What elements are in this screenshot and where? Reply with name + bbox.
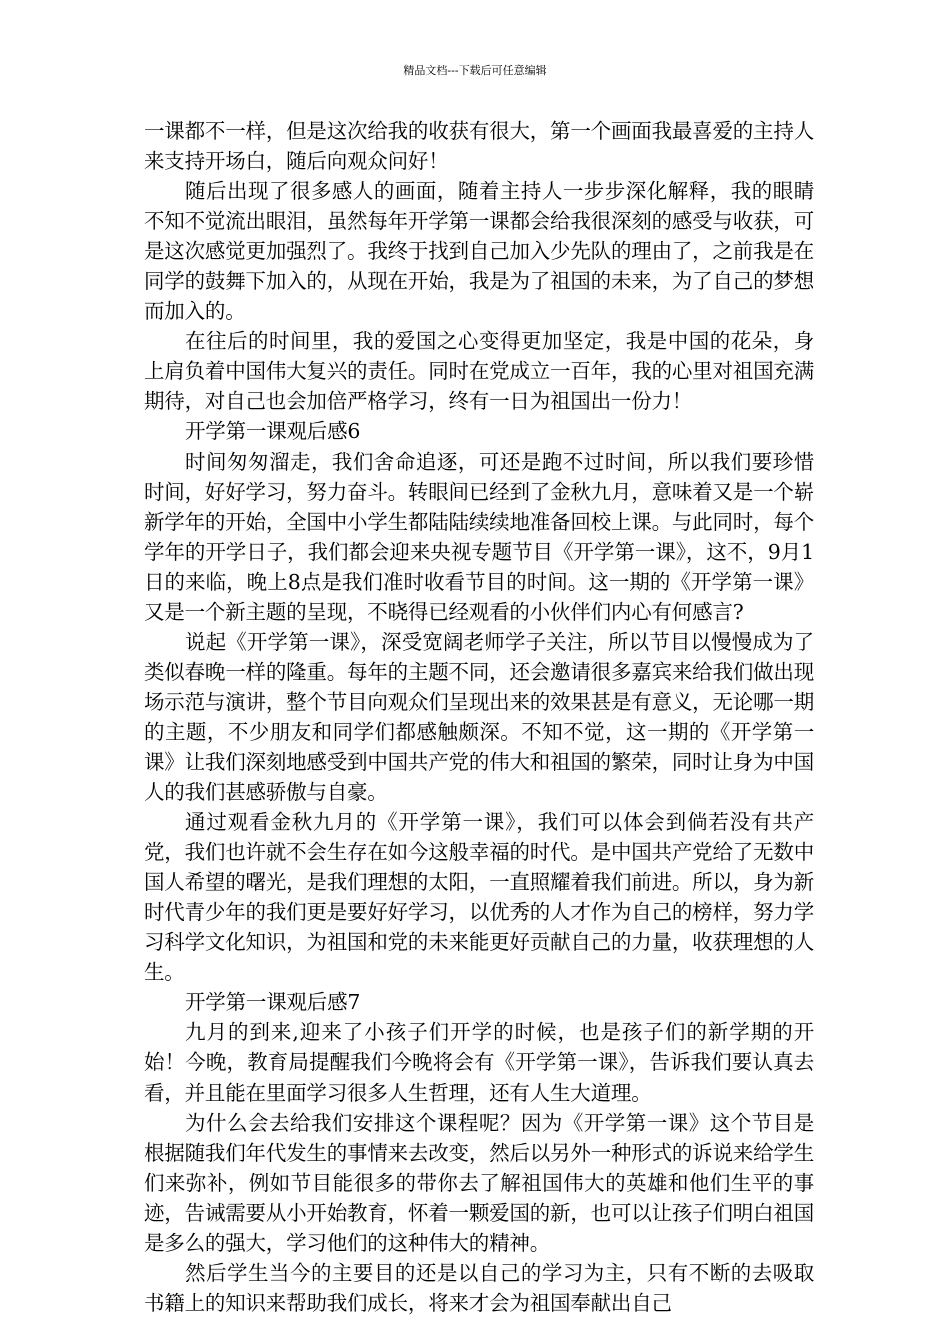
section-heading: 开学第一课观后感6	[185, 419, 361, 444]
document-body	[144, 116, 814, 1318]
paragraph: 一课都不一样，但是这次给我的收获有很大，第一个画面我最喜爱的主持人来支持开场白，随后向观众问好！	[144, 119, 814, 174]
paragraph: 在往后的时间里，我的爱国之心变得更加坚定，我是中国的花朵，身上肩负着中国伟大复兴的责任。同时在党成立一百年，我的心里对祖国充满期待，对自己也会加倍严格学习，终有一日为祖国出一份力！	[144, 329, 814, 414]
paragraph: 九月的到来,迎来了小孩子们开学的时候，也是孩子们的新学期的开始！今晚，教育局提醒我们今晚将会有《开学第一课》，告诉我们要认真去看，并且能在里面学习很多人生哲理，还有人生大道理。	[144, 1020, 814, 1105]
page-header: 精品文档---下载后可任意编辑	[403, 64, 547, 77]
section-heading: 开学第一课观后感7	[185, 990, 361, 1015]
paragraph: 通过观看金秋九月的《开学第一课》，我们可以体会到倘若没有共产党，我们也许就不会生存在如今这般幸福的时代。是中国共产党给了无数中国人希望的曙光，是我们理想的太阳，一直照耀着我们前进。所以，身为新时代青少年的我们更是要好好学习，以优秀的人才作为自己的榜样，努力学习科学文化知识，为祖国和党的未来能更好贡献自己的力量，收获理想的人生。	[144, 810, 814, 985]
paragraph: 说起《开学第一课》，深受宽阔老师学子关注，所以节目以慢慢成为了类似春晚一样的隆重。每年的主题不同，还会邀请很多嘉宾来给我们做出现场示范与演讲，整个节目向观众们呈现出来的效果甚是有意义，无论哪一期的主题，不少朋友和同学们都感触颇深。不知不觉，这一期的《开学第一课》让我们深刻地感受到中国共产党的伟大和祖国的繁荣，同时让身为中国人的我们甚感骄傲与自豪。	[144, 629, 814, 805]
paragraph: 为什么会去给我们安排这个课程呢？因为《开学第一课》这个节目是根据随我们年代发生的事情来去改变，然后以另外一种形式的诉说来给学生们来弥补，例如节目能很多的带你去了解祖国伟大的英雄和他们生平的事迹，告诫需要从小开始教育，怀着一颗爱国的新，也可以让孩子们明白祖国是多么的强大，学习他们的这种伟大的精神。	[144, 1110, 814, 1255]
paragraph: 时间匆匆溜走，我们舍命追逐，可还是跑不过时间，所以我们要珍惜时间，好好学习，努力奋斗。转眼间已经到了金秋九月，意味着又是一个崭新学年的开始，全国中小学生都陆陆续续地准备回校上课。与此同时，每个学年的开学日子，我们都会迎来央视专题节目《开学第一课》，这不，9月1日的来临，晚上8点是我们准时收看节目的时间。这一期的《开学第一课》又是一个新主题的呈现，不晓得已经观看的小伙伴们内心有何感言?	[144, 449, 814, 624]
paragraph: 然后学生当今的主要目的还是以自己的学习为主，只有不断的去吸取书籍上的知识来帮助我们成长，将来才会为祖国奉献出自己	[144, 1260, 814, 1315]
paragraph: 随后出现了很多感人的画面，随着主持人一步步深化解释，我的眼睛不知不觉流出眼泪，虽然每年开学第一课都会给我很深刻的感受与收获，可是这次感觉更加强烈了。我终于找到自己加入少先队的理由了，之前我是在同学的鼓舞下加入的，从现在开始，我是为了祖国的未来，为了自己的梦想而加入的。	[144, 179, 814, 324]
